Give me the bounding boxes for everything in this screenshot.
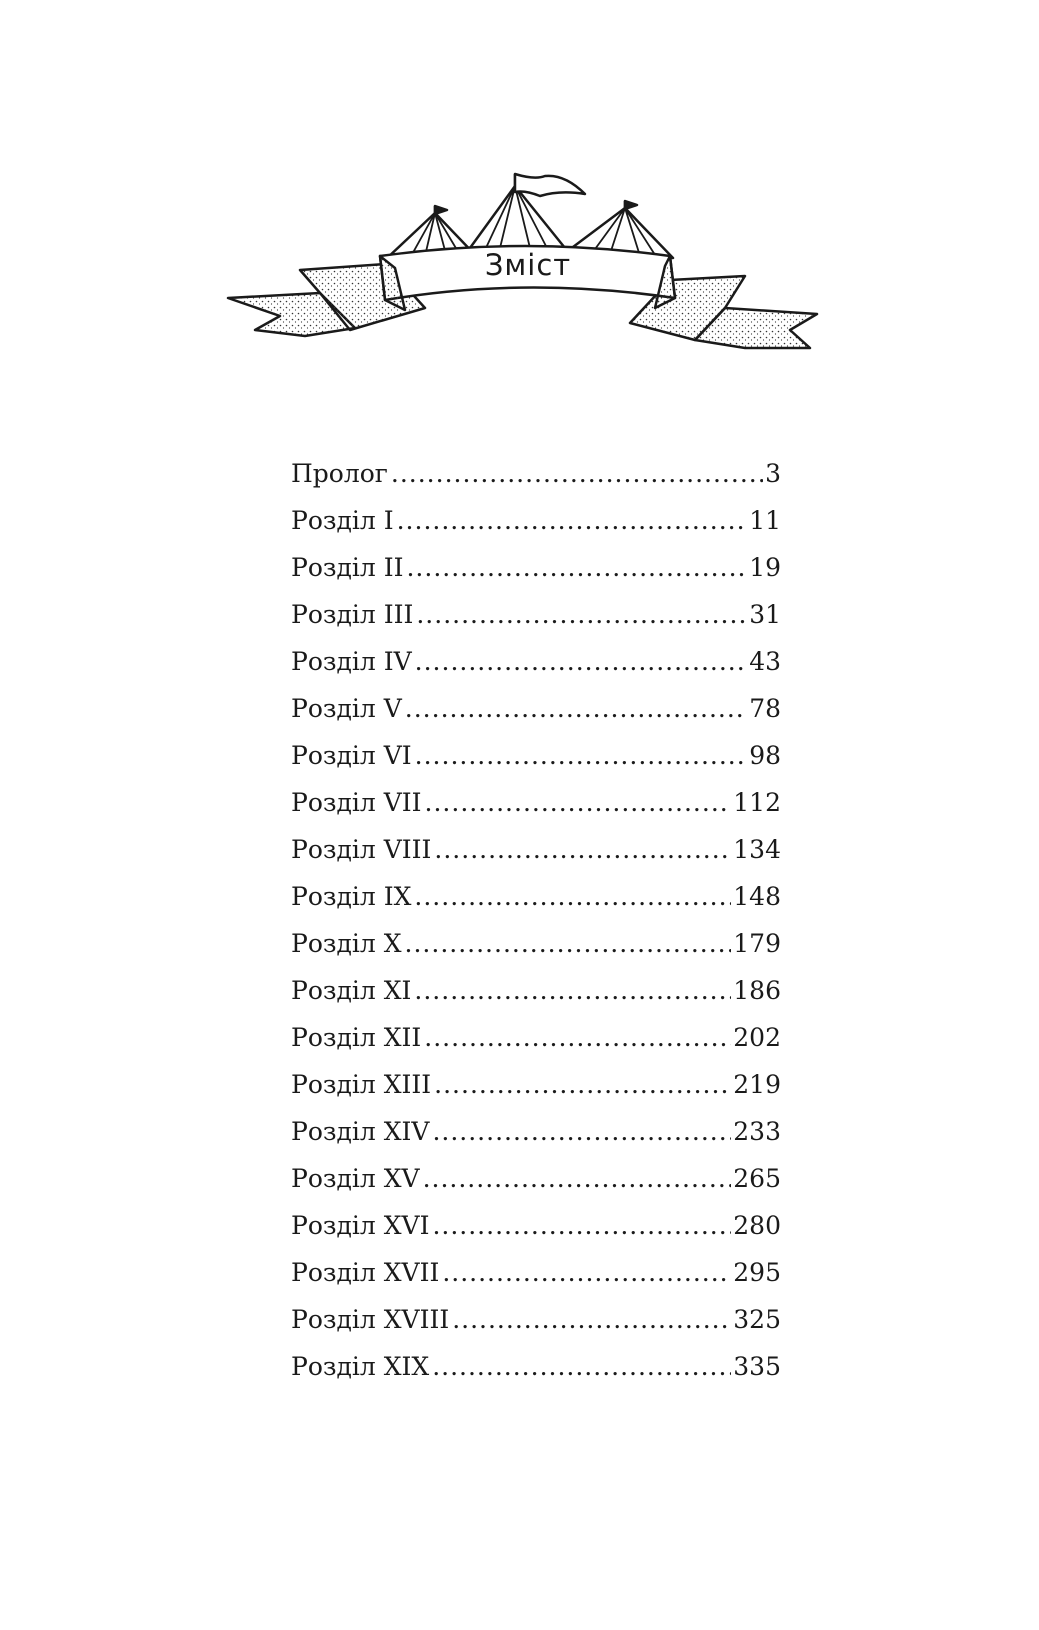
toc-entry-label: Розділ IX [291,882,412,911]
toc-entry-label: Розділ VII [291,788,422,817]
dot-leader [405,920,732,967]
toc-entry-page: 280 [733,1211,781,1240]
dot-leader [415,732,748,779]
toc-entry[interactable] [291,1343,781,1390]
dot-leader [397,497,748,544]
toc-entry-page: 186 [733,976,781,1005]
toc-entry-page: 148 [733,882,781,911]
toc-entry-page: 179 [733,929,781,958]
toc-entry-label: Розділ VI [291,741,412,770]
toc-entry-label: Розділ XIX [291,1352,430,1381]
toc-entry-page: 98 [749,741,781,770]
dot-leader [434,826,731,873]
page-title: Зміст [484,248,572,282]
toc-entry-label: Розділ XVIII [291,1305,450,1334]
dot-leader [415,638,748,685]
toc-entry[interactable] [291,779,781,826]
toc-entry[interactable] [291,873,781,920]
dot-leader [416,591,747,638]
table-of-contents [291,450,781,1390]
toc-entry[interactable] [291,1014,781,1061]
toc-entry[interactable] [291,1061,781,1108]
toc-entry[interactable] [291,1108,781,1155]
toc-entry-label: Розділ III [291,600,414,629]
title-banner [225,168,820,358]
toc-entry-page: 31 [749,600,781,629]
toc-entry-label: Розділ XI [291,976,412,1005]
toc-entry-label: Розділ XV [291,1164,420,1193]
dot-leader [414,967,731,1014]
toc-entry[interactable] [291,967,781,1014]
dot-leader [423,1155,732,1202]
toc-entry-page: 78 [749,694,781,723]
toc-entry-page: 3 [765,459,781,488]
toc-entry-label: Розділ XIII [291,1070,432,1099]
toc-entry-label: Розділ I [291,506,394,535]
toc-entry-label: Розділ X [291,929,402,958]
toc-entry-label: Розділ IV [291,647,412,676]
toc-entry-page: 19 [749,553,781,582]
dot-leader [434,1061,731,1108]
toc-entry[interactable] [291,685,781,732]
toc-entry-label: Розділ XVI [291,1211,430,1240]
toc-entry[interactable] [291,450,781,497]
toc-entry-page: 325 [733,1305,781,1334]
dot-leader [432,1343,731,1390]
toc-entry[interactable] [291,1249,781,1296]
dot-leader [452,1296,731,1343]
toc-entry-label: Розділ VIII [291,835,432,864]
dot-leader [424,1014,731,1061]
dot-leader [442,1249,731,1296]
dot-leader [405,685,747,732]
toc-entry-label: Розділ XVII [291,1258,440,1287]
toc-entry-page: 11 [749,506,781,535]
toc-entry-label: Розділ II [291,553,404,582]
toc-entry-page: 219 [733,1070,781,1099]
toc-entry[interactable] [291,497,781,544]
toc-entry-label: Розділ XII [291,1023,422,1052]
toc-entry-page: 265 [733,1164,781,1193]
toc-entry-label: Розділ XIV [291,1117,430,1146]
toc-entry[interactable] [291,591,781,638]
toc-entry[interactable] [291,1202,781,1249]
toc-entry-page: 295 [733,1258,781,1287]
dot-leader [391,450,763,497]
toc-entry-label: Розділ V [291,694,402,723]
toc-entry[interactable] [291,920,781,967]
toc-entry[interactable] [291,1155,781,1202]
toc-entry-label: Пролог [291,459,388,488]
toc-entry[interactable] [291,1296,781,1343]
dot-leader [432,1108,731,1155]
dot-leader [406,544,747,591]
dot-leader [414,873,731,920]
dot-leader [425,779,732,826]
toc-entry-page: 134 [733,835,781,864]
toc-entry[interactable] [291,732,781,779]
toc-entry[interactable] [291,826,781,873]
toc-entry-page: 233 [733,1117,781,1146]
toc-entry[interactable] [291,638,781,685]
toc-entry[interactable] [291,544,781,591]
toc-entry-page: 112 [733,788,781,817]
toc-entry-page: 43 [749,647,781,676]
dot-leader [432,1202,731,1249]
toc-entry-page: 202 [733,1023,781,1052]
toc-entry-page: 335 [733,1352,781,1381]
